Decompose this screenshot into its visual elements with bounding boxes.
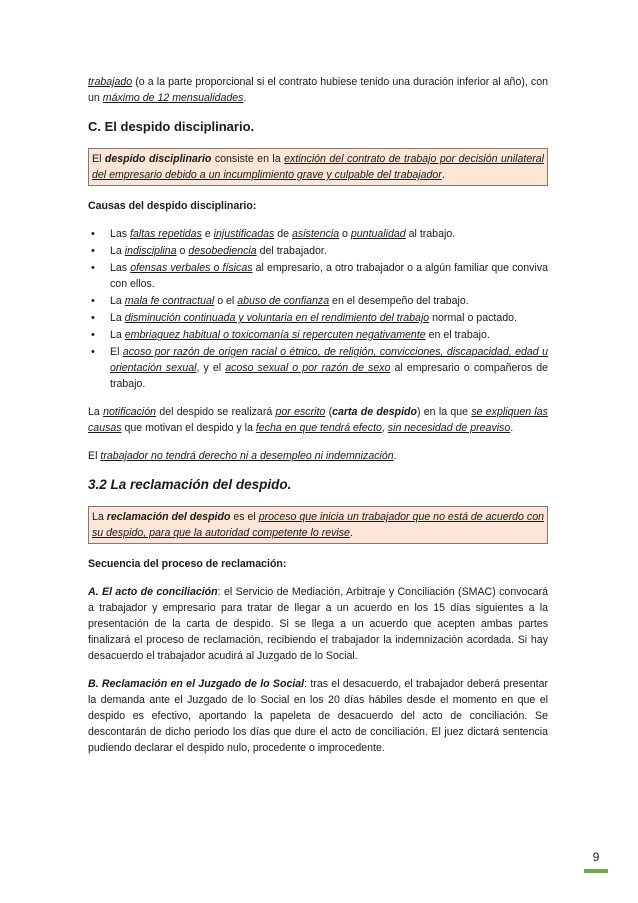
dt: . xyxy=(393,450,397,462)
nu: fecha en que tendrá efecto xyxy=(255,422,382,434)
list-item xyxy=(88,327,548,343)
def-text: consiste en la xyxy=(211,153,285,165)
list-item xyxy=(88,344,548,392)
bu: embriaguez habitual o toxicomanía si repercuten negativamente xyxy=(124,329,426,341)
def-text: La xyxy=(92,511,107,523)
bu: faltas repetidas xyxy=(130,228,202,240)
def-text: es el xyxy=(230,511,259,523)
intro-text: (o a la parte proporcional si el contrato hubiese tenido una duración inferior al año), con un xyxy=(88,76,548,104)
nt: . xyxy=(510,422,514,434)
bt: e xyxy=(201,228,214,240)
bu: acoso por razón de origen racial o étnico, de religión, convicciones, discapacidad, edad u orientación sexual xyxy=(110,346,548,374)
bu: acoso sexual o por razón de sexo xyxy=(225,362,391,374)
bt: al empresario, a otro trabajador o a algún familiar que conviva con ellos. xyxy=(110,262,549,290)
bt: Las xyxy=(110,228,131,240)
definition-box-reclamacion xyxy=(88,506,548,544)
bu: abuso de confianza xyxy=(237,295,330,307)
du: trabajador no tendrá derecho ni a desempleo ni indemnización xyxy=(100,450,394,462)
step-b-label: B. Reclamación en el Juzgado de lo Social xyxy=(88,678,305,690)
nt: que motivan el despido y la xyxy=(121,422,256,434)
nt: ) en la que xyxy=(416,406,472,418)
bu: puntualidad xyxy=(350,228,406,240)
def-text: El xyxy=(92,153,105,165)
step-a-label: A. El acto de conciliación xyxy=(88,586,218,598)
list-item xyxy=(88,226,548,242)
bu: asistencia xyxy=(292,228,340,240)
def-term: reclamación del despido xyxy=(106,511,231,523)
section-c-heading: C. El despido disciplinario. xyxy=(88,119,255,134)
def-end: . xyxy=(349,527,353,539)
def-definition: extinción del contrato de trabajo por decisión unilateral del empresario debido a un incumplimiento grave y culpable del trabajador xyxy=(92,153,544,181)
bt: El xyxy=(110,346,123,358)
nt: ( xyxy=(325,406,333,418)
nu: notificación xyxy=(103,406,157,418)
bt: normal o pactado. xyxy=(429,312,517,324)
nu: por escrito xyxy=(275,406,326,418)
def-term: despido disciplinario xyxy=(104,153,212,165)
intro-end: . xyxy=(243,92,247,104)
list-item xyxy=(88,260,548,292)
bt: o xyxy=(339,228,351,240)
bt: en el trabajo. xyxy=(425,329,490,341)
nt: La xyxy=(88,406,104,418)
bt: La xyxy=(110,312,125,324)
bu: ofensas verbales o físicas xyxy=(130,262,253,274)
causes-title: Causas del despido disciplinario: xyxy=(88,200,257,212)
bt: La xyxy=(110,295,125,307)
bu: disminución continuada y voluntaria en el rendimiento del trabajo xyxy=(124,312,430,324)
page-content xyxy=(88,74,548,768)
def-end: . xyxy=(441,169,445,181)
step-b-text: : tras el desacuerdo, el trabajador deberá presentar la demanda ante el Juzgado de lo Social en los 20 días hábiles desde el momento en que el despido es efectivo, aportando la papeleta de desacuerdo del acto de conciliación. Se descontarán de dicho periodo los días que dure el acto de conciliación. El juez dictará sentencia pudiendo declarar el despido nulo, procedente o improcedente. xyxy=(88,678,548,754)
bt: o el xyxy=(214,295,238,307)
bt: al trabajo. xyxy=(405,228,456,240)
nu: sin necesidad de preaviso xyxy=(387,422,511,434)
page-number-text: 9 xyxy=(592,850,600,864)
nb: carta de despido xyxy=(332,406,417,418)
bt: La xyxy=(110,245,125,257)
step-a-text: : el Servicio de Mediación, Arbitraje y Conciliación (SMAC) convocará a trabajador y empresario para tratar de llegar a un acuerdo en los 15 días siguientes a la presentación de la carta de despido. Si se llega a un acuerdo que acepten ambas partes finalizará el proceso de reclamación, recibiendo el trabajador la indemnización acordada. Si hay desacuerdo el trabajador acudirá al Juzgado de lo Social. xyxy=(88,586,549,662)
list-item xyxy=(88,243,548,259)
bt: Las xyxy=(110,262,131,274)
intro-max: máximo de 12 mensualidades xyxy=(102,92,244,104)
bu: injustificadas xyxy=(213,228,275,240)
nt: del despido se realizará xyxy=(156,406,276,418)
list-item xyxy=(88,310,548,326)
bt: , y el xyxy=(196,362,226,374)
bt: de xyxy=(274,228,292,240)
nt: , xyxy=(381,422,388,434)
bt: en el desempeño del trabajo. xyxy=(329,295,469,307)
bt: o xyxy=(176,245,189,257)
step-a-paragraph xyxy=(88,584,548,664)
list-item xyxy=(88,293,548,309)
page-number-bar xyxy=(584,869,608,873)
definition-box-despido xyxy=(88,148,548,186)
intro-paragraph xyxy=(88,74,548,106)
nu: se expliquen las causas xyxy=(88,406,548,434)
bu: desobediencia xyxy=(188,245,257,257)
bu: mala fe contractual xyxy=(124,295,215,307)
bu: indisciplina xyxy=(124,245,177,257)
def-definition: proceso que inicia un trabajador que no está de acuerdo con su despido, para que la autoridad competente lo revise xyxy=(92,511,544,539)
dt: El xyxy=(88,450,101,462)
bt: La xyxy=(110,329,125,341)
notification-paragraph xyxy=(88,404,548,436)
intro-term: trabajado xyxy=(88,76,133,88)
no-unemployment-paragraph xyxy=(88,448,548,464)
causes-list xyxy=(88,226,548,392)
section-32-heading: 3.2 La reclamación del despido. xyxy=(88,477,292,492)
step-b-paragraph xyxy=(88,676,548,756)
page-number xyxy=(584,849,608,873)
sequence-title: Secuencia del proceso de reclamación: xyxy=(88,558,287,570)
bt: del trabajador. xyxy=(256,245,327,257)
bt: al empresario o compañeros de trabajo. xyxy=(110,362,548,390)
